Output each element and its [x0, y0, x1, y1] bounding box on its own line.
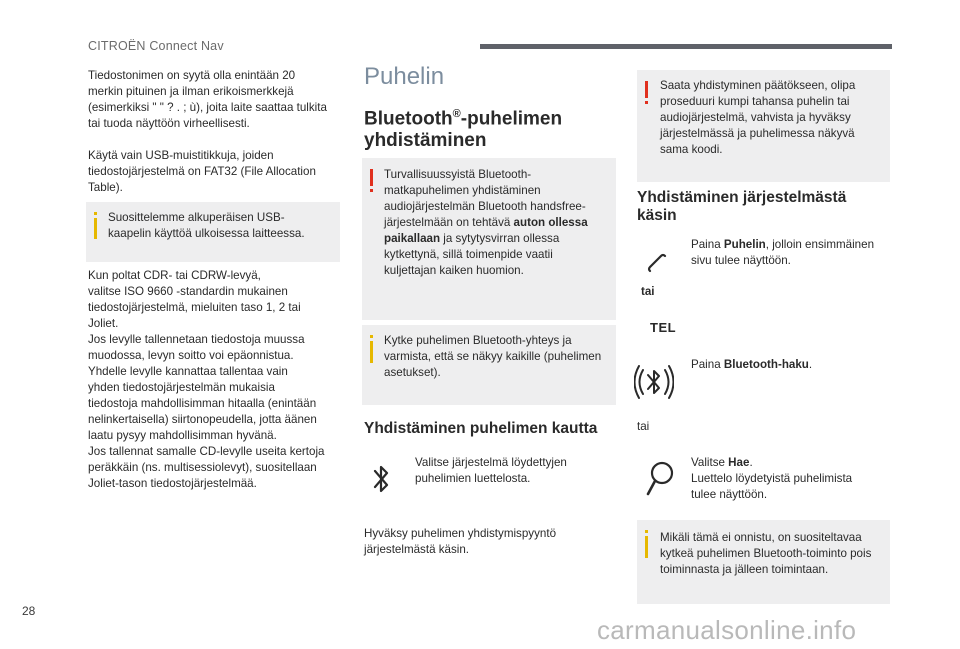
header-title: CITROËN Connect Nav [88, 39, 224, 53]
filename-paragraph [88, 68, 327, 132]
text-line: Table). [88, 181, 123, 194]
page-number: 28 [22, 604, 36, 618]
text-line: Jos levylle tallennetaan tiedostoja muussa [88, 333, 305, 346]
text-line: Tiedostonimen on syytä olla enintään 20 [88, 69, 296, 82]
confirm-code-warning [637, 70, 890, 182]
text-line: yhden tiedostojärjestelmän mukaisia [88, 381, 275, 394]
info-icon [645, 536, 648, 558]
text-line: kuljettajan kaiken huomion. [384, 264, 524, 277]
text-line: järjestelmään on tehtävä auton ollessa [384, 216, 588, 229]
text-line: Hyväksy puhelimen yhdistymispyyntö [364, 527, 557, 540]
section-title: Puhelin [364, 63, 445, 90]
watermark: carmanualsonline.info [597, 615, 857, 645]
bluetooth-icon [370, 462, 394, 496]
text-line: järjestelmässä ja puhelimessa näkyvä [660, 127, 855, 140]
text-line: Joliet-tason tiedostojärjestelmää. [88, 477, 257, 490]
text-line: matkapuhelimen yhdistäminen [384, 184, 541, 197]
text-line: audiojärjestelmä, vahvista ja hyväksy [660, 111, 851, 124]
text-line: sama koodi. [660, 143, 723, 156]
text-line: Kun poltat CDR- tai CDRW-levyä, [88, 269, 261, 282]
heading-part: -puhelimen [460, 108, 563, 130]
text-line: puhelimien luettelosta. [415, 472, 531, 485]
search-icon [642, 458, 678, 500]
header-rule [480, 44, 892, 49]
text-line: tai tuoda näyttöön virheellisesti. [88, 117, 250, 130]
warning-icon [645, 81, 648, 98]
cd-burning-paragraph [88, 268, 325, 492]
info-icon [94, 218, 97, 239]
text-line: paikallaan ja sytytysvirran ollessa [384, 232, 560, 245]
text-line: Käytä vain USB-muistitikkuja, joiden [88, 149, 274, 162]
accept-request-paragraph [364, 526, 556, 558]
text-line: kytkeä puhelimen Bluetooth-toiminto pois [660, 547, 872, 560]
text-line: Turvallisuussyistä Bluetooth- [384, 168, 532, 181]
safety-warning [362, 158, 616, 320]
text-line: kytkettynä, sillä toimenpide vaatii [384, 248, 553, 261]
system-pairing-heading [637, 189, 846, 225]
text-line: merkin pituinen ja ilman erikoismerkkejä [88, 85, 294, 98]
text-line: Jos tallennat samalle CD-levylle useita kertoja [88, 445, 325, 458]
info-icon [370, 341, 373, 363]
text-line: asetukset). [384, 366, 441, 379]
text-line: Valitse järjestelmä löydettyjen [415, 456, 567, 469]
text-line: tiedostojärjestelmä on FAT32 (File Allocation [88, 165, 316, 178]
text-line: Kytke puhelimen Bluetooth-yhteys ja [384, 334, 572, 347]
usb-paragraph [88, 148, 316, 196]
phone-handset-icon [643, 249, 673, 279]
heading-line: yhdistäminen [364, 130, 487, 152]
text-line: (esimerkiksi " " ? . ; ù), joita laite saattaa tulkita [88, 101, 327, 114]
text-line: Joliet. [88, 317, 119, 330]
bluetooth-search-icon [634, 360, 674, 404]
text-line: järjestelmästä käsin. [364, 543, 470, 556]
text-line: Mikäli tämä ei onnistu, on suositeltavaa [660, 531, 862, 544]
text-line: sivu tulee näyttöön. [691, 254, 791, 267]
text-line: valitse ISO 9660 -standardin mukainen [88, 285, 288, 298]
retry-note [637, 520, 890, 604]
or-label: tai [641, 285, 655, 298]
text-line: tiedostojärjestelmä, mieluiten taso 1, 2 tai [88, 301, 301, 314]
heading-line: käsin [637, 207, 677, 224]
phone-pairing-heading: Yhdistäminen puhelimen kautta [364, 420, 598, 437]
press-bluetooth-search-step: Paina Bluetooth-haku. [691, 358, 813, 371]
text-line: varmista, että se näkyy kaikille (puhelimen [384, 350, 602, 363]
or-text: tai [637, 420, 650, 433]
select-search-step: Valitse Hae. Luettelo löydetyistä puhelimista tulee näyttöön. [691, 456, 853, 501]
warning-icon [370, 169, 373, 186]
select-system-step [415, 455, 567, 487]
heading-line: Yhdistäminen järjestelmästä [637, 189, 847, 206]
text-line: peräkkäin (ns. multisessiolevyt), suositellaan [88, 461, 317, 474]
bluetooth-heading [364, 103, 562, 152]
usb-cable-note [86, 202, 340, 262]
text-line: Luettelo löydetyistä puhelimista [691, 472, 853, 485]
text-line: Suosittelemme alkuperäisen USB- [108, 211, 285, 224]
text-line: proseduuri kumpi tahansa puhelin tai [660, 95, 850, 108]
text-line: toiminnasta ja jälleen toimintaan. [660, 563, 829, 576]
text-line: tulee näyttöön. [691, 488, 768, 501]
text-line: laatu pysyy mahdollisimman hyvänä. [88, 429, 277, 442]
heading-part: Bluetooth [364, 108, 453, 130]
text-line: audiojärjestelmän Bluetooth handsfree- [384, 200, 586, 213]
tel-button-label: TEL [650, 320, 677, 335]
press-phone-step: Paina Puhelin, jolloin ensimmäinen sivu tulee näyttöön. [691, 238, 875, 267]
text-line: nelinkertaisella) siirtonopeudella, jotta äänen [88, 413, 317, 426]
visibility-note [362, 325, 616, 405]
text-line: Saata yhdistyminen päätökseen, olipa [660, 79, 856, 92]
registered-mark: ® [452, 108, 461, 120]
text-line: Yhdelle levylle kannattaa tallentaa vain [88, 365, 288, 378]
text-line: kaapelin käyttöä ulkoisessa laitteessa. [108, 227, 305, 240]
text-line: tiedostoja mahdollisimman hitaalla (enintään [88, 397, 317, 410]
text-line: muodossa, levyn soitto voi epäonnistua. [88, 349, 294, 362]
